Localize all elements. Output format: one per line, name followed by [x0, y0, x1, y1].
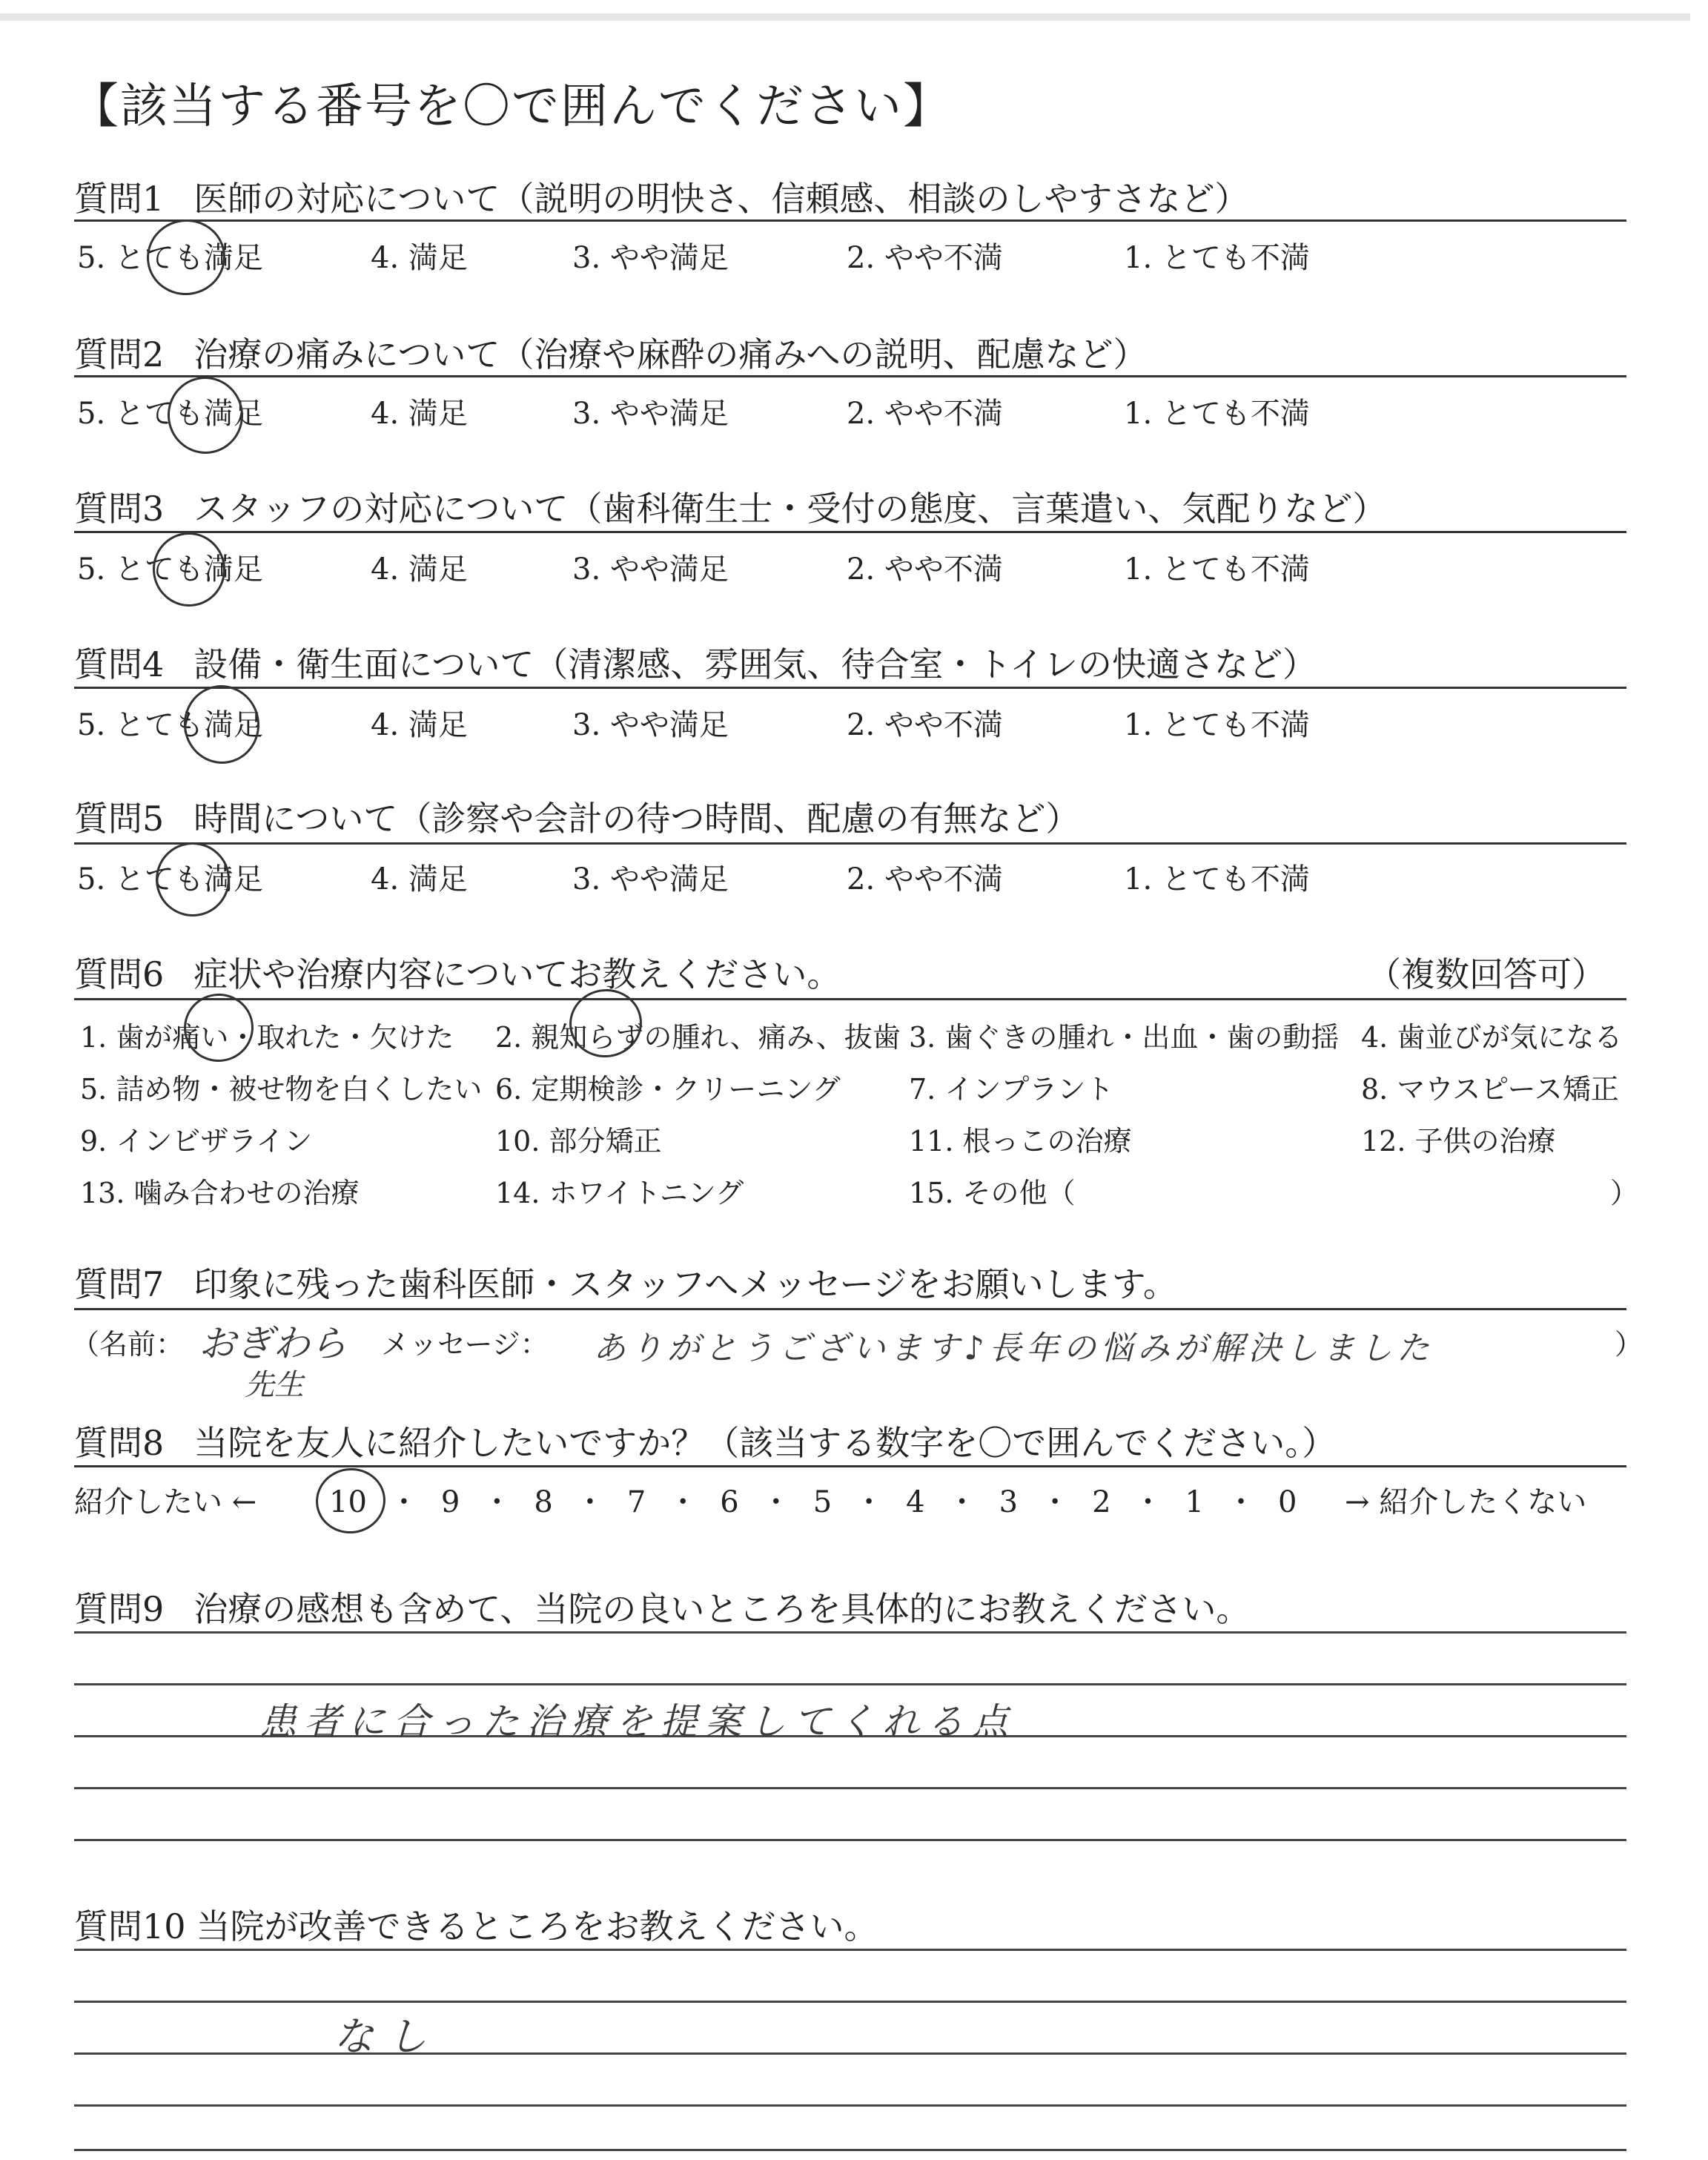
- question-1-label: 質問1: [74, 179, 165, 219]
- q5-option-1[interactable]: 1. とても不満: [1124, 862, 1310, 896]
- q8-scale: 10 ・ 9 ・ 8 ・ 7 ・ 6 ・ 5 ・ 4 ・ 3 ・ 2 ・ 1 ・ 0: [329, 1485, 1297, 1519]
- question-8-text: 当院を友人に紹介したいですか？（該当する数字を〇で囲んでください。）: [193, 1423, 1337, 1463]
- q7-name-handwritten-2: 先生: [245, 1368, 304, 1402]
- q3-option-1[interactable]: 1. とても不満: [1124, 552, 1310, 587]
- question-4-label: 質問4: [74, 644, 165, 684]
- question-10-label: 質問10: [74, 1906, 186, 1946]
- q9-answer-handwritten[interactable]: 患者に合った治療を提案してくれる点: [259, 1700, 1016, 1743]
- question-10-text: 当院が改善できるところをお教えください。: [196, 1906, 878, 1946]
- question-6-heading: [74, 948, 841, 997]
- q6-option-9[interactable]: 9. インビザライン: [80, 1125, 313, 1157]
- q6-option-7[interactable]: 7. インプラント: [909, 1073, 1114, 1106]
- q1-option-3[interactable]: 3. やや満足: [572, 241, 729, 275]
- q2-option-5[interactable]: 5. とても満足: [77, 397, 263, 431]
- q2-option-3[interactable]: 3. やや満足: [572, 397, 729, 431]
- question-5-heading: [74, 792, 1079, 841]
- q10-answer-line-2: [74, 2001, 1626, 2003]
- q8-selection-circle: [311, 1464, 389, 1538]
- page-heading: 【該当する番号を〇で囲んでください】: [71, 79, 952, 134]
- q10-answer-line-5: [74, 2149, 1626, 2151]
- q7-message-handwritten[interactable]: ありがとうございます♪長年の悩みが解決しました: [593, 1330, 1434, 1367]
- q8-score-3[interactable]: 3: [999, 1485, 1019, 1519]
- q2-option-4[interactable]: 4. 満足: [371, 397, 468, 431]
- q8-score-9[interactable]: 9: [440, 1485, 460, 1519]
- q3-option-2[interactable]: 2. やや不満: [847, 552, 1003, 587]
- q8-score-0[interactable]: 0: [1277, 1485, 1297, 1519]
- question-5-rule: [74, 842, 1626, 845]
- question-5-label: 質問5: [74, 799, 165, 839]
- question-4-rule: [74, 687, 1626, 689]
- q9-answer-line-4: [74, 1787, 1626, 1789]
- q6-option-6[interactable]: 6. 定期検診・クリーニング: [495, 1073, 841, 1106]
- q4-option-5[interactable]: 5. とても満足: [77, 708, 263, 742]
- scan-top-edge: [0, 13, 1690, 21]
- q6-option-14[interactable]: 14. ホワイトニング: [495, 1177, 744, 1209]
- question-8-rule: [74, 1465, 1626, 1467]
- question-7-rule: [74, 1308, 1626, 1310]
- question-2-heading: [74, 328, 1147, 377]
- q3-option-4[interactable]: 4. 満足: [371, 552, 468, 587]
- q1-selection-circle: [142, 214, 230, 300]
- question-5-text: 時間について（診察や会計の待つ時間、配慮の有無など）: [193, 799, 1080, 839]
- q6-option-10[interactable]: 10. 部分矯正: [495, 1125, 662, 1157]
- question-10-heading: [74, 1900, 878, 1949]
- q6-option-15-close: ）: [1610, 1177, 1639, 1209]
- q3-selection-circle: [148, 528, 231, 612]
- q6-option-15[interactable]: 15. その他（: [909, 1177, 1076, 1209]
- q4-selection-circle: [179, 680, 265, 768]
- q1-option-2[interactable]: 2. やや不満: [847, 241, 1003, 275]
- q8-score-6[interactable]: 6: [720, 1485, 739, 1519]
- question-9-label: 質問9: [74, 1589, 165, 1629]
- q2-selection-circle: [162, 371, 248, 458]
- q8-score-10[interactable]: 10: [329, 1485, 367, 1519]
- q6-option-5[interactable]: 5. 詰め物・被せ物を白くしたい: [80, 1073, 483, 1106]
- question-3-text: スタッフの対応について（歯科衛生士・受付の態度、言葉遣い、気配りなど）: [193, 489, 1387, 529]
- question-3-heading: [74, 482, 1386, 531]
- question-6-text: 症状や治療内容についてお教えください。: [193, 954, 841, 994]
- q1-option-1[interactable]: 1. とても不満: [1124, 241, 1310, 275]
- q4-option-2[interactable]: 2. やや不満: [847, 708, 1003, 742]
- question-7-text: 印象に残った歯科医師・スタッフへメッセージをお願いします。: [193, 1264, 1177, 1304]
- question-7-label: 質問7: [74, 1264, 165, 1304]
- q3-option-3[interactable]: 3. やや満足: [572, 552, 729, 587]
- question-2-rule: [74, 375, 1626, 377]
- question-9-text: 治療の感想も含めて、当院の良いところを具体的にお教えください。: [193, 1589, 1251, 1629]
- q10-answer-line-4: [74, 2104, 1626, 2107]
- q8-score-2[interactable]: 2: [1092, 1485, 1111, 1519]
- q6-option-4[interactable]: 4. 歯並びが気になる: [1361, 1021, 1623, 1054]
- q8-left-label: 紹介したい ←: [74, 1485, 257, 1519]
- question-3-rule: [74, 531, 1626, 533]
- question-4-text: 設備・衛生面について（清潔感、雰囲気、待合室・トイレの快適さなど）: [193, 644, 1317, 684]
- question-7-heading: [74, 1258, 1177, 1307]
- q7-close-paren: ）: [1615, 1328, 1644, 1361]
- q10-answer-handwritten[interactable]: なし: [334, 2013, 440, 2060]
- q8-score-7[interactable]: 7: [626, 1485, 646, 1519]
- q1-option-5[interactable]: 5. とても満足: [77, 241, 263, 275]
- q4-option-3[interactable]: 3. やや満足: [572, 708, 729, 742]
- q6-option-12[interactable]: 12. 子供の治療: [1361, 1125, 1556, 1157]
- q8-right-label: → 紹介したくない: [1345, 1485, 1587, 1519]
- question-6-note: （複数回答可）: [1367, 954, 1606, 994]
- question-8-heading: [74, 1416, 1336, 1465]
- q8-score-1[interactable]: 1: [1185, 1485, 1204, 1519]
- question-6-rule: [74, 998, 1626, 1000]
- q6-option-13[interactable]: 13. 噛み合わせの治療: [80, 1177, 360, 1209]
- question-1-text: 医師の対応について（説明の明快さ、信頼感、相談のしやすさなど）: [193, 179, 1249, 219]
- q8-score-4[interactable]: 4: [906, 1485, 925, 1519]
- q5-option-4[interactable]: 4. 満足: [371, 862, 468, 896]
- q8-score-5[interactable]: 5: [812, 1485, 833, 1519]
- q10-answer-line-1: [74, 1949, 1626, 1951]
- question-2-label: 質問2: [74, 334, 165, 374]
- q9-answer-line-5: [74, 1839, 1626, 1841]
- question-2-text: 治療の痛みについて（治療や麻酔の痛みへの説明、配慮など）: [193, 334, 1148, 374]
- question-8-label: 質問8: [74, 1423, 165, 1463]
- q5-option-3[interactable]: 3. やや満足: [572, 862, 729, 896]
- q10-answer-line-3: [74, 2052, 1626, 2055]
- q4-option-4[interactable]: 4. 満足: [371, 708, 468, 742]
- q5-selection-circle: [151, 838, 235, 922]
- q7-name-handwritten[interactable]: おぎわら: [199, 1322, 347, 1365]
- q4-option-1[interactable]: 1. とても不満: [1124, 708, 1310, 742]
- question-1-rule: [74, 219, 1626, 222]
- q6-option-11[interactable]: 11. 根っこの治療: [909, 1125, 1132, 1157]
- question-4-heading: [74, 638, 1317, 687]
- q9-answer-line-2: [74, 1683, 1626, 1685]
- question-9-heading: [74, 1582, 1250, 1631]
- q5-option-5[interactable]: 5. とても満足: [77, 862, 263, 896]
- q5-option-2[interactable]: 2. やや不満: [847, 862, 1003, 896]
- q2-option-2[interactable]: 2. やや不満: [847, 397, 1003, 431]
- q7-message-label: メッセージ：: [381, 1328, 549, 1361]
- q9-answer-line-1: [74, 1631, 1626, 1634]
- q1-option-4[interactable]: 4. 満足: [371, 241, 468, 275]
- q8-score-8[interactable]: 8: [534, 1485, 553, 1519]
- q6-option-3[interactable]: 3. 歯ぐきの腫れ・出血・歯の動揺: [909, 1021, 1340, 1054]
- question-1-heading: [74, 172, 1249, 221]
- question-3-label: 質問3: [74, 489, 165, 529]
- q6-option-1[interactable]: 1. 歯が痛い・取れた・欠けた: [80, 1021, 454, 1054]
- q6-option-2[interactable]: 2. 親知らずの腫れ、痛み、抜歯: [495, 1021, 901, 1054]
- q7-name-label: （名前：: [71, 1328, 185, 1361]
- q2-option-1[interactable]: 1. とても不満: [1124, 397, 1310, 431]
- q6-option-8[interactable]: 8. マウスピース矯正: [1361, 1073, 1619, 1106]
- q3-option-5[interactable]: 5. とても満足: [77, 552, 263, 587]
- question-6-label: 質問6: [74, 954, 165, 994]
